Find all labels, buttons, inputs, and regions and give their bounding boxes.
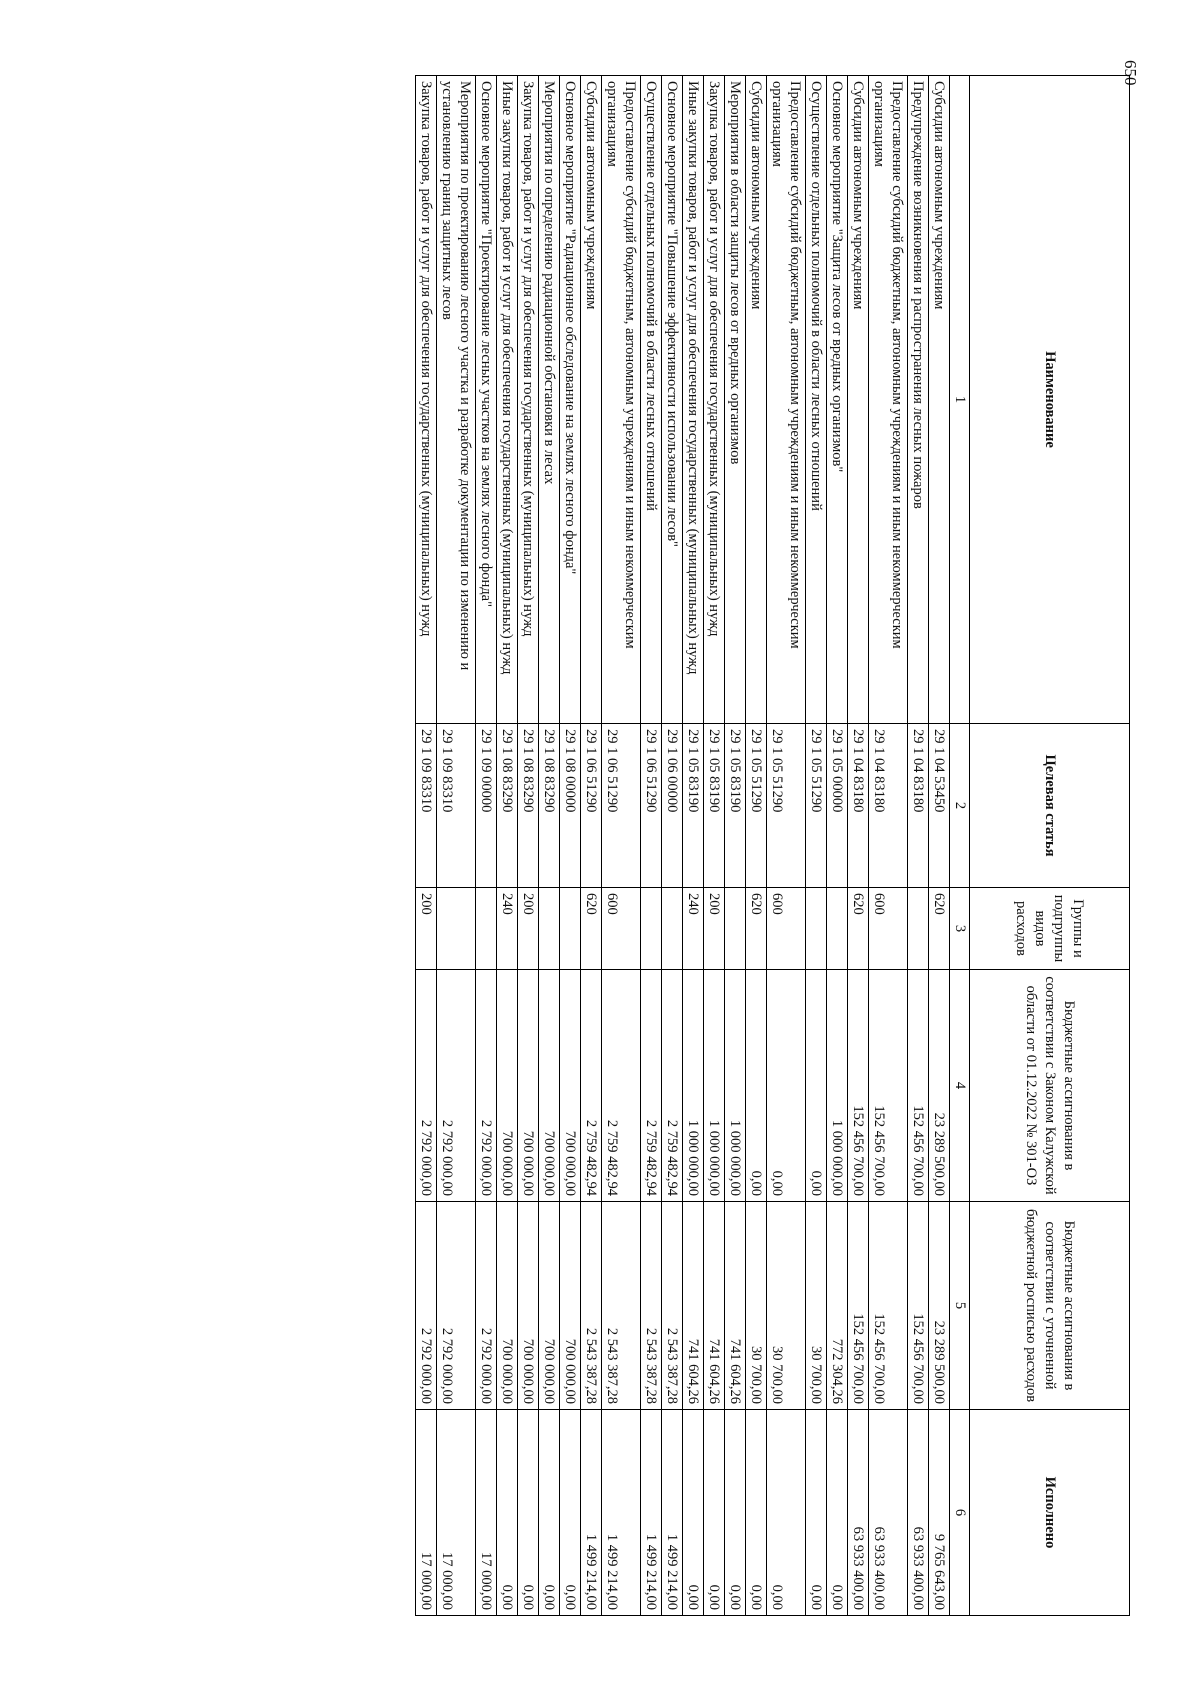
row-name: Осуществление отдельных полномочий в области лесных отношений [641, 76, 662, 724]
row-group [560, 888, 581, 970]
row-code: 29 1 05 83190 [683, 724, 704, 888]
row-refined: 30 700,00 [806, 1202, 827, 1410]
row-law: 2 759 482,94 [662, 970, 683, 1202]
row-name: Основное мероприятие "Проектирование лесных участков на землях лесного фонда" [476, 76, 497, 724]
row-executed: 0,00 [746, 1410, 767, 1616]
row-refined: 2 543 387,28 [581, 1202, 602, 1410]
row-group [827, 888, 848, 970]
rotated-page [130, 75, 1130, 1615]
row-code: 29 1 04 83180 [848, 724, 869, 888]
row-executed: 0,00 [518, 1410, 539, 1616]
row-name: Иные закупки товаров, работ и услуг для обеспечения государственных (муниципальных) нужд [497, 76, 518, 724]
row-refined: 2 543 387,28 [602, 1202, 641, 1410]
row-law: 1 000 000,00 [704, 970, 725, 1202]
row-executed: 17 000,00 [437, 1410, 476, 1616]
row-refined: 23 289 500,00 [929, 1202, 950, 1410]
row-law: 2 792 000,00 [437, 970, 476, 1202]
header-executed: Исполнено [970, 1410, 1130, 1616]
row-group [437, 888, 476, 970]
row-name: Мероприятия по проектированию лесного участка и разработке документации по изменению и установлению границ защитных лесов [437, 76, 476, 724]
header-name: Наименование [970, 76, 1130, 724]
column-numbers-row [950, 76, 970, 1616]
row-law: 2 759 482,94 [602, 970, 641, 1202]
row-law: 0,00 [746, 970, 767, 1202]
row-refined: 2 792 000,00 [476, 1202, 497, 1410]
header-groups: Группы и подгруппы видов расходов [970, 888, 1130, 970]
row-code: 29 1 08 83290 [497, 724, 518, 888]
row-group: 240 [497, 888, 518, 970]
row-code: 29 1 08 83290 [539, 724, 560, 888]
row-law: 2 759 482,94 [641, 970, 662, 1202]
row-law: 152 456 700,00 [908, 970, 929, 1202]
row-code: 29 1 04 83180 [869, 724, 908, 888]
column-number: 6 [950, 1410, 970, 1616]
row-executed: 1 499 214,00 [602, 1410, 641, 1616]
row-refined: 30 700,00 [746, 1202, 767, 1410]
row-code: 29 1 05 83190 [725, 724, 746, 888]
row-name: Предоставление субсидий бюджетным, автономным учреждениям и иным некоммерческим организациям [602, 76, 641, 724]
header-law: Бюджетные ассигнования в соответствии с Законом Калужской области от 01.12.2022 № 301-ОЗ [970, 970, 1130, 1202]
budget-table [415, 75, 1130, 1616]
row-name: Иные закупки товаров, работ и услуг для обеспечения государственных (муниципальных) нужд [683, 76, 704, 724]
column-number: 2 [950, 724, 970, 888]
table-row [497, 76, 518, 1616]
table-row [806, 76, 827, 1616]
row-code: 29 1 06 51290 [602, 724, 641, 888]
row-law: 1 000 000,00 [827, 970, 848, 1202]
row-name: Основное мероприятие "Повышение эффективности использовании лесов" [662, 76, 683, 724]
row-law: 2 792 000,00 [416, 970, 437, 1202]
column-number: 3 [950, 888, 970, 970]
row-executed: 17 000,00 [416, 1410, 437, 1616]
row-executed: 1 499 214,00 [581, 1410, 602, 1616]
page-number: 650 [1121, 60, 1140, 86]
row-refined: 30 700,00 [767, 1202, 806, 1410]
row-law: 1 000 000,00 [683, 970, 704, 1202]
row-law: 700 000,00 [560, 970, 581, 1202]
row-code: 29 1 05 51290 [746, 724, 767, 888]
table-row [746, 76, 767, 1616]
table-row [602, 76, 641, 1616]
row-executed: 0,00 [539, 1410, 560, 1616]
table-row [683, 76, 704, 1616]
row-executed: 9 765 643,00 [929, 1410, 950, 1616]
row-refined: 700 000,00 [560, 1202, 581, 1410]
row-law: 700 000,00 [539, 970, 560, 1202]
row-refined: 741 604,26 [683, 1202, 704, 1410]
row-name: Осуществление отдельных полномочий в области лесных отношений [806, 76, 827, 724]
row-code: 29 1 04 53450 [929, 724, 950, 888]
row-refined: 152 456 700,00 [908, 1202, 929, 1410]
row-name: Основное мероприятие "Радиационное обследование на землях лесного фонда" [560, 76, 581, 724]
row-law: 2 759 482,94 [581, 970, 602, 1202]
row-group: 200 [518, 888, 539, 970]
row-group [641, 888, 662, 970]
row-group [908, 888, 929, 970]
row-law: 700 000,00 [497, 970, 518, 1202]
table-row [869, 76, 908, 1616]
row-refined: 152 456 700,00 [848, 1202, 869, 1410]
row-law: 0,00 [767, 970, 806, 1202]
table-row [704, 76, 725, 1616]
row-name: Закупка товаров, работ и услуг для обеспечения государственных (муниципальных) нужд [416, 76, 437, 724]
row-executed: 63 933 400,00 [869, 1410, 908, 1616]
row-refined: 700 000,00 [497, 1202, 518, 1410]
table-row [725, 76, 746, 1616]
row-executed: 0,00 [683, 1410, 704, 1616]
row-group: 600 [602, 888, 641, 970]
table-row [560, 76, 581, 1616]
row-group: 200 [416, 888, 437, 970]
row-executed: 0,00 [725, 1410, 746, 1616]
row-name: Субсидии автономным учреждениям [848, 76, 869, 724]
row-name: Закупка товаров, работ и услуг для обеспечения государственных (муниципальных) нужд [704, 76, 725, 724]
row-law: 700 000,00 [518, 970, 539, 1202]
row-law: 2 792 000,00 [476, 970, 497, 1202]
row-refined: 2 792 000,00 [437, 1202, 476, 1410]
row-refined: 2 792 000,00 [416, 1202, 437, 1410]
row-group: 200 [704, 888, 725, 970]
table-body [416, 76, 950, 1616]
row-code: 29 1 09 83310 [416, 724, 437, 888]
row-group [806, 888, 827, 970]
table-row [539, 76, 560, 1616]
header-refined: Бюджетные ассигнования в соответствии с уточненной бюджетной росписью расходов [970, 1202, 1130, 1410]
row-code: 29 1 06 51290 [581, 724, 602, 888]
row-code: 29 1 06 00000 [662, 724, 683, 888]
row-code: 29 1 05 83190 [704, 724, 725, 888]
row-group: 600 [767, 888, 806, 970]
table-row [518, 76, 539, 1616]
row-executed: 0,00 [767, 1410, 806, 1616]
row-refined: 741 604,26 [725, 1202, 746, 1410]
table-row [416, 76, 437, 1616]
row-code: 29 1 04 83180 [908, 724, 929, 888]
row-law: 152 456 700,00 [848, 970, 869, 1202]
row-law: 152 456 700,00 [869, 970, 908, 1202]
table-row [641, 76, 662, 1616]
table-row [476, 76, 497, 1616]
row-refined: 2 543 387,28 [641, 1202, 662, 1410]
row-law: 1 000 000,00 [725, 970, 746, 1202]
row-name: Субсидии автономным учреждениям [581, 76, 602, 724]
row-group [539, 888, 560, 970]
row-code: 29 1 09 00000 [476, 724, 497, 888]
row-executed: 0,00 [560, 1410, 581, 1616]
row-group [476, 888, 497, 970]
row-executed: 1 499 214,00 [641, 1410, 662, 1616]
row-group: 620 [929, 888, 950, 970]
row-group [725, 888, 746, 970]
row-group: 600 [869, 888, 908, 970]
row-name: Субсидии автономным учреждениям [929, 76, 950, 724]
row-code: 29 1 09 83310 [437, 724, 476, 888]
table-row [581, 76, 602, 1616]
row-refined: 772 304,26 [827, 1202, 848, 1410]
table-header [950, 76, 1130, 1616]
row-name: Основное мероприятие "Защита лесов от вредных организмов" [827, 76, 848, 724]
row-code: 29 1 06 51290 [641, 724, 662, 888]
row-group: 620 [581, 888, 602, 970]
table-row [848, 76, 869, 1616]
row-refined: 2 543 387,28 [662, 1202, 683, 1410]
row-refined: 741 604,26 [704, 1202, 725, 1410]
table-row [662, 76, 683, 1616]
column-number: 4 [950, 970, 970, 1202]
row-executed: 0,00 [827, 1410, 848, 1616]
column-number: 5 [950, 1202, 970, 1410]
row-name: Мероприятия по определению радиационной обстановки в лесах [539, 76, 560, 724]
table-row [767, 76, 806, 1616]
row-group: 620 [746, 888, 767, 970]
row-code: 29 1 05 51290 [806, 724, 827, 888]
column-number: 1 [950, 76, 970, 724]
row-group [662, 888, 683, 970]
row-executed: 0,00 [497, 1410, 518, 1616]
row-group: 240 [683, 888, 704, 970]
row-refined: 700 000,00 [539, 1202, 560, 1410]
row-code: 29 1 05 00000 [827, 724, 848, 888]
row-executed: 0,00 [806, 1410, 827, 1616]
row-executed: 63 933 400,00 [848, 1410, 869, 1616]
table-row [908, 76, 929, 1616]
row-executed: 63 933 400,00 [908, 1410, 929, 1616]
row-name: Предоставление субсидий бюджетным, автономным учреждениям и иным некоммерческим организациям [767, 76, 806, 724]
table-row [929, 76, 950, 1616]
row-law: 23 289 500,00 [929, 970, 950, 1202]
row-refined: 700 000,00 [518, 1202, 539, 1410]
row-name: Мероприятия в области защиты лесов от вредных организмов [725, 76, 746, 724]
row-executed: 0,00 [704, 1410, 725, 1616]
row-executed: 1 499 214,00 [662, 1410, 683, 1616]
row-refined: 152 456 700,00 [869, 1202, 908, 1410]
table-row [437, 76, 476, 1616]
header-target: Целевая статья [970, 724, 1130, 888]
row-group: 620 [848, 888, 869, 970]
row-code: 29 1 08 83290 [518, 724, 539, 888]
row-name: Предупреждение возникновения и распространения лесных пожаров [908, 76, 929, 724]
row-name: Субсидии автономным учреждениям [746, 76, 767, 724]
row-code: 29 1 05 51290 [767, 724, 806, 888]
row-executed: 17 000,00 [476, 1410, 497, 1616]
row-law: 0,00 [806, 970, 827, 1202]
row-name: Закупка товаров, работ и услуг для обеспечения государственных (муниципальных) нужд [518, 76, 539, 724]
table-row [827, 76, 848, 1616]
row-name: Предоставление субсидий бюджетным, автономным учреждениям и иным некоммерческим организациям [869, 76, 908, 724]
row-code: 29 1 08 00000 [560, 724, 581, 888]
